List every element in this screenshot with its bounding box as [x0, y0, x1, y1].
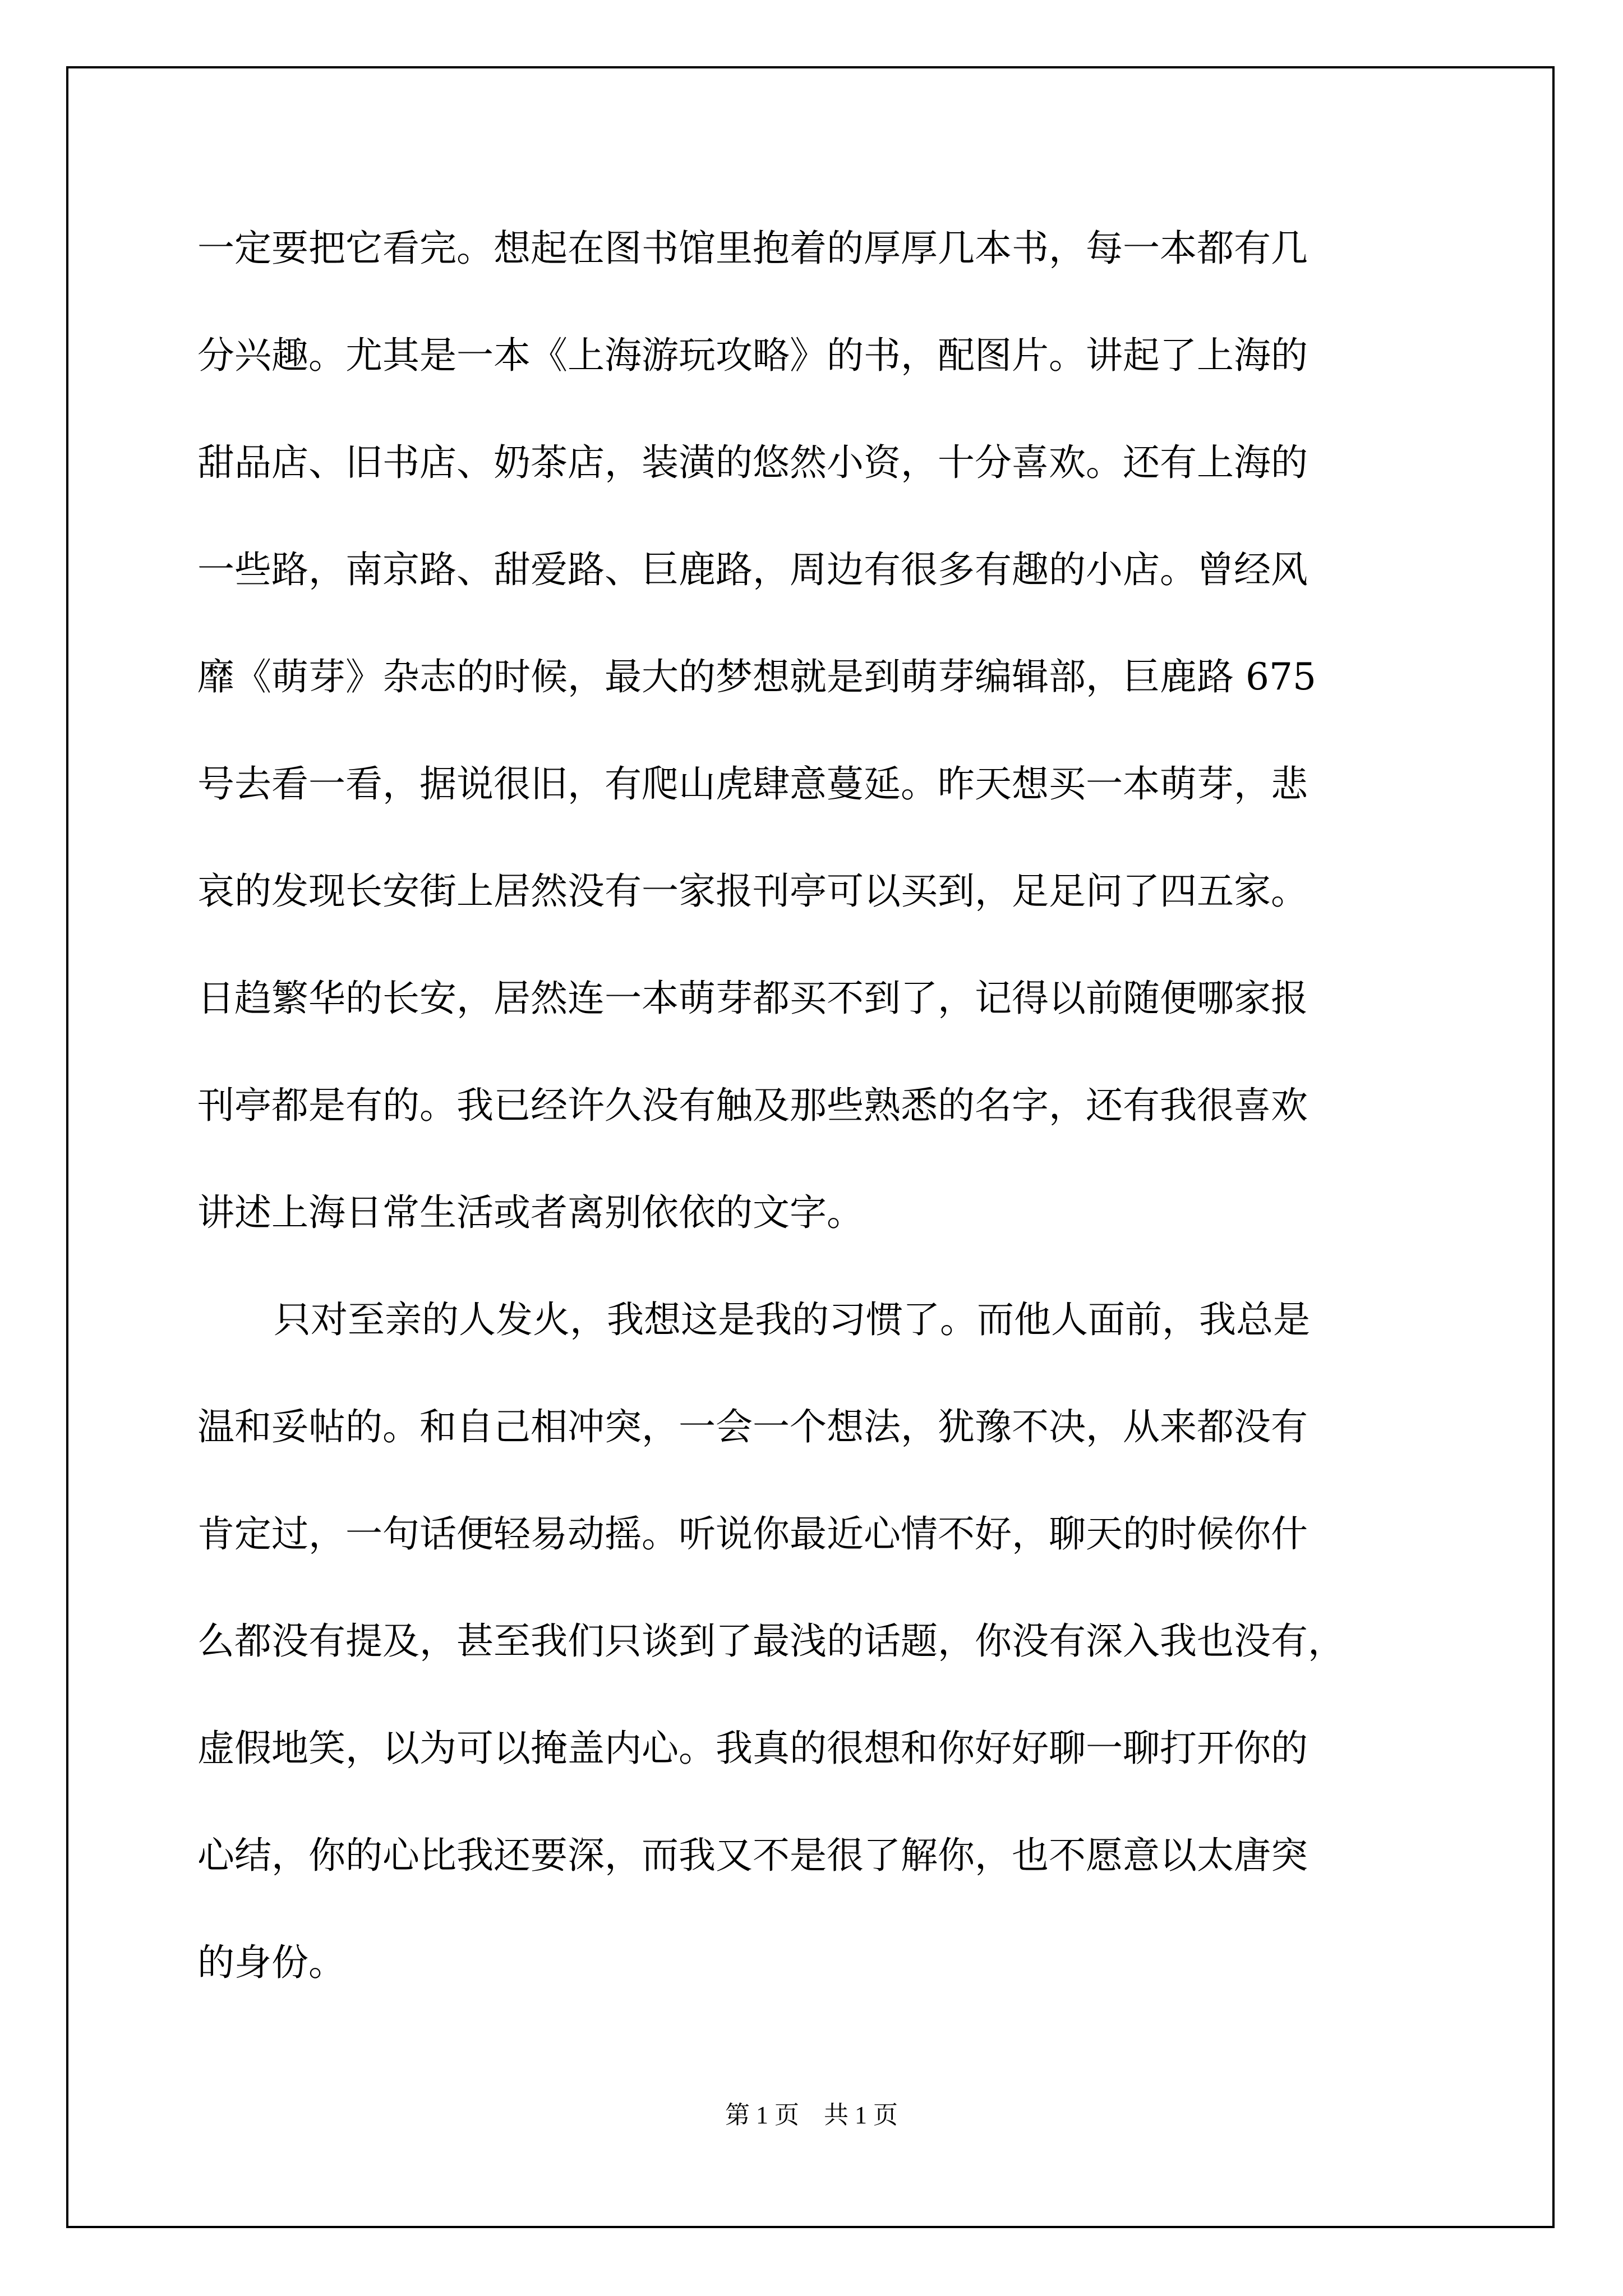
- text-line: 么都没有提及，甚至我们只谈到了最浅的话题，你没有深入我也没有，: [197, 1619, 1345, 1663]
- text-line: 只对至亲的人发火，我想这是我的习惯了。而他人面前，我总是: [274, 1298, 1310, 1341]
- paragraph-2: [197, 1298, 1442, 2051]
- page-number: 第 1 页: [725, 2101, 799, 2129]
- text-line: 肯定过，一句话便轻易动摇。听说你最近心情不好，聊天的时候你什: [197, 1512, 1308, 1556]
- paragraph-1: [197, 227, 1442, 1301]
- text-line: 虚假地笑，以为可以掩盖内心。我真的很想和你好好聊一聊打开你的: [197, 1727, 1308, 1770]
- text-line: 刊亭都是有的。我已经许久没有触及那些熟悉的名字，还有我很喜欢: [197, 1084, 1308, 1127]
- text-line: 哀的发现长安街上居然没有一家报刊亭可以买到，足足问了四五家。: [197, 869, 1308, 913]
- text-line: 温和妥帖的。和自己相冲突，一会一个想法，犹豫不决，从来都没有: [197, 1405, 1308, 1448]
- text-line: 甜品店、旧书店、奶茶店，装潢的悠然小资，十分喜欢。还有上海的: [197, 441, 1308, 484]
- text-line: 靡《萌芽》杂志的时候，最大的梦想就是到萌芽编辑部，巨鹿路 675: [197, 655, 1316, 698]
- text-line: 一些路，南京路、甜爱路、巨鹿路，周边有很多有趣的小店。曾经风: [197, 548, 1308, 591]
- text-line: 一定要把它看完。想起在图书馆里抱着的厚厚几本书，每一本都有几: [197, 227, 1308, 270]
- text-line: 日趋繁华的长安，居然连一本萌芽都买不到了，记得以前随便哪家报: [197, 977, 1308, 1020]
- page-total: 共 1 页: [824, 2101, 898, 2129]
- text-line: 讲述上海日常生活或者离别依依的文字。: [197, 1191, 864, 1234]
- text-line: 心结，你的心比我还要深，而我又不是很了解你，也不愿意以太唐突: [197, 1834, 1308, 1877]
- text-line: 的身份。: [197, 1941, 345, 1984]
- document-body: [197, 227, 1442, 2051]
- page-footer: [0, 2095, 1623, 2131]
- text-line: 号去看一看，据说很旧，有爬山虎肆意蔓延。昨天想买一本萌芽，悲: [197, 762, 1308, 806]
- text-line: 分兴趣。尤其是一本《上海游玩攻略》的书，配图片。讲起了上海的: [197, 334, 1308, 377]
